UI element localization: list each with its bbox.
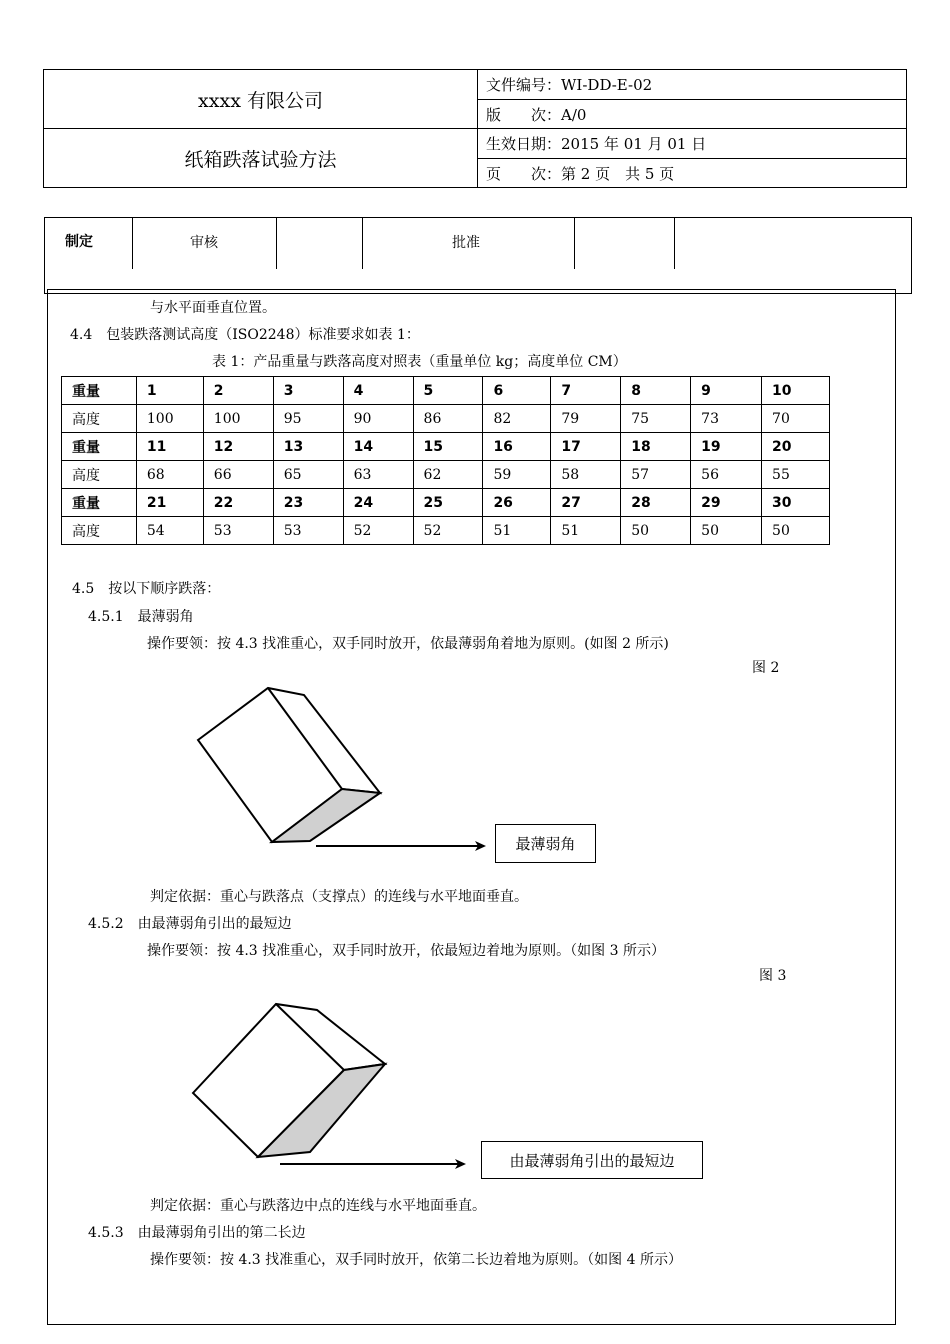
section-4-5-2-judgement: 判定依据：重心与跌落边中点的连线与水平地面垂直。 [150, 1198, 486, 1214]
weight-label-cell: 重量 [62, 377, 137, 405]
height-cell: 62 [413, 461, 483, 489]
weight-cell: 16 [483, 433, 551, 461]
weight-cell: 7 [551, 377, 621, 405]
weight-cell: 30 [762, 489, 830, 517]
weight-cell: 5 [413, 377, 483, 405]
weight-label-cell: 重量 [62, 433, 137, 461]
weight-cell: 23 [273, 489, 343, 517]
height-cell: 57 [621, 461, 691, 489]
height-cell: 52 [413, 517, 483, 545]
height-cell: 59 [483, 461, 551, 489]
section-4-5-3: 4.5.3 由最薄弱角引出的第二长边 [88, 1225, 306, 1241]
weight-cell: 19 [691, 433, 762, 461]
height-cell: 51 [483, 517, 551, 545]
height-cell: 75 [621, 405, 691, 433]
weight-cell: 2 [203, 377, 273, 405]
height-cell: 63 [343, 461, 413, 489]
doc-version: 版 次：A/0 [478, 100, 907, 129]
weight-cell: 9 [691, 377, 762, 405]
weight-cell: 4 [343, 377, 413, 405]
section-4-5-1-judgement: 判定依据：重心与跌落点（支撑点）的连线与水平地面垂直。 [150, 889, 528, 905]
figure-3-label: 图 3 [759, 968, 787, 984]
weight-cell: 20 [762, 433, 830, 461]
table-caption: 表 1：产品重量与跌落高度对照表（重量单位 kg；高度单位 CM） [212, 354, 627, 370]
figure-2-callout: 最薄弱角 [495, 824, 596, 863]
height-label-cell: 高度 [62, 461, 137, 489]
height-cell: 56 [691, 461, 762, 489]
weight-cell: 18 [621, 433, 691, 461]
height-cell: 50 [762, 517, 830, 545]
height-cell: 73 [691, 405, 762, 433]
weight-cell: 22 [203, 489, 273, 517]
section-4-5-2-operation: 操作要领：按 4.3 找准重心，双手同时放开，依最短边着地为原则。（如图 3 所示） [147, 943, 665, 959]
height-cell: 68 [136, 461, 203, 489]
prev-line: 与水平面垂直位置。 [150, 300, 276, 316]
made-by-label: 制定 [65, 234, 93, 250]
weight-cell: 15 [413, 433, 483, 461]
figure-3-callout: 由最薄弱角引出的最短边 [481, 1141, 703, 1179]
section-4-5: 4.5 按以下顺序跌落： [72, 581, 221, 597]
weight-cell: 1 [136, 377, 203, 405]
doc-number: 文件编号：WI-DD-E-02 [478, 70, 907, 100]
weight-cell: 17 [551, 433, 621, 461]
effective-date: 生效日期：2015 年 01 月 01 日 [478, 129, 907, 159]
height-cell: 51 [551, 517, 621, 545]
height-cell: 50 [621, 517, 691, 545]
height-cell: 70 [762, 405, 830, 433]
weight-cell: 21 [136, 489, 203, 517]
company-name: xxxx 有限公司 [44, 70, 478, 129]
section-4-4: 4.4 包装跌落测试高度（ISO2248）标准要求如表 1： [70, 327, 420, 343]
weight-cell: 27 [551, 489, 621, 517]
height-cell: 100 [203, 405, 273, 433]
height-cell: 66 [203, 461, 273, 489]
height-cell: 54 [136, 517, 203, 545]
height-cell: 100 [136, 405, 203, 433]
height-label-cell: 高度 [62, 517, 137, 545]
weight-cell: 6 [483, 377, 551, 405]
height-cell: 90 [343, 405, 413, 433]
height-label-cell: 高度 [62, 405, 137, 433]
approved-by-label: 批准 [452, 235, 480, 251]
height-cell: 58 [551, 461, 621, 489]
doc-title: 纸箱跌落试验方法 [44, 129, 478, 188]
section-4-5-3-operation: 操作要领：按 4.3 找准重心，双手同时放开，依第二长边着地为原则。（如图 4 所示） [150, 1252, 682, 1268]
height-cell: 50 [691, 517, 762, 545]
weight-cell: 12 [203, 433, 273, 461]
height-cell: 82 [483, 405, 551, 433]
weight-cell: 11 [136, 433, 203, 461]
section-4-5-1: 4.5.1 最薄弱角 [88, 609, 194, 625]
weight-cell: 13 [273, 433, 343, 461]
weight-cell: 25 [413, 489, 483, 517]
height-cell: 86 [413, 405, 483, 433]
weight-cell: 10 [762, 377, 830, 405]
height-cell: 53 [273, 517, 343, 545]
page-info: 页 次：第 2 页 共 5 页 [478, 159, 907, 188]
height-cell: 95 [273, 405, 343, 433]
weight-cell: 24 [343, 489, 413, 517]
height-cell: 53 [203, 517, 273, 545]
section-4-5-2: 4.5.2 由最薄弱角引出的最短边 [88, 916, 292, 932]
weight-cell: 26 [483, 489, 551, 517]
height-cell: 65 [273, 461, 343, 489]
weight-cell: 29 [691, 489, 762, 517]
weight-cell: 3 [273, 377, 343, 405]
reviewed-by-label: 审核 [190, 235, 218, 251]
section-4-5-1-operation: 操作要领：按 4.3 找准重心，双手同时放开，依最薄弱角着地为原则。(如图 2 所示) [147, 636, 669, 652]
weight-label-cell: 重量 [62, 489, 137, 517]
height-cell: 79 [551, 405, 621, 433]
figure-2-label: 图 2 [752, 660, 780, 676]
height-cell: 52 [343, 517, 413, 545]
weight-cell: 14 [343, 433, 413, 461]
height-cell: 55 [762, 461, 830, 489]
weight-cell: 28 [621, 489, 691, 517]
weight-cell: 8 [621, 377, 691, 405]
